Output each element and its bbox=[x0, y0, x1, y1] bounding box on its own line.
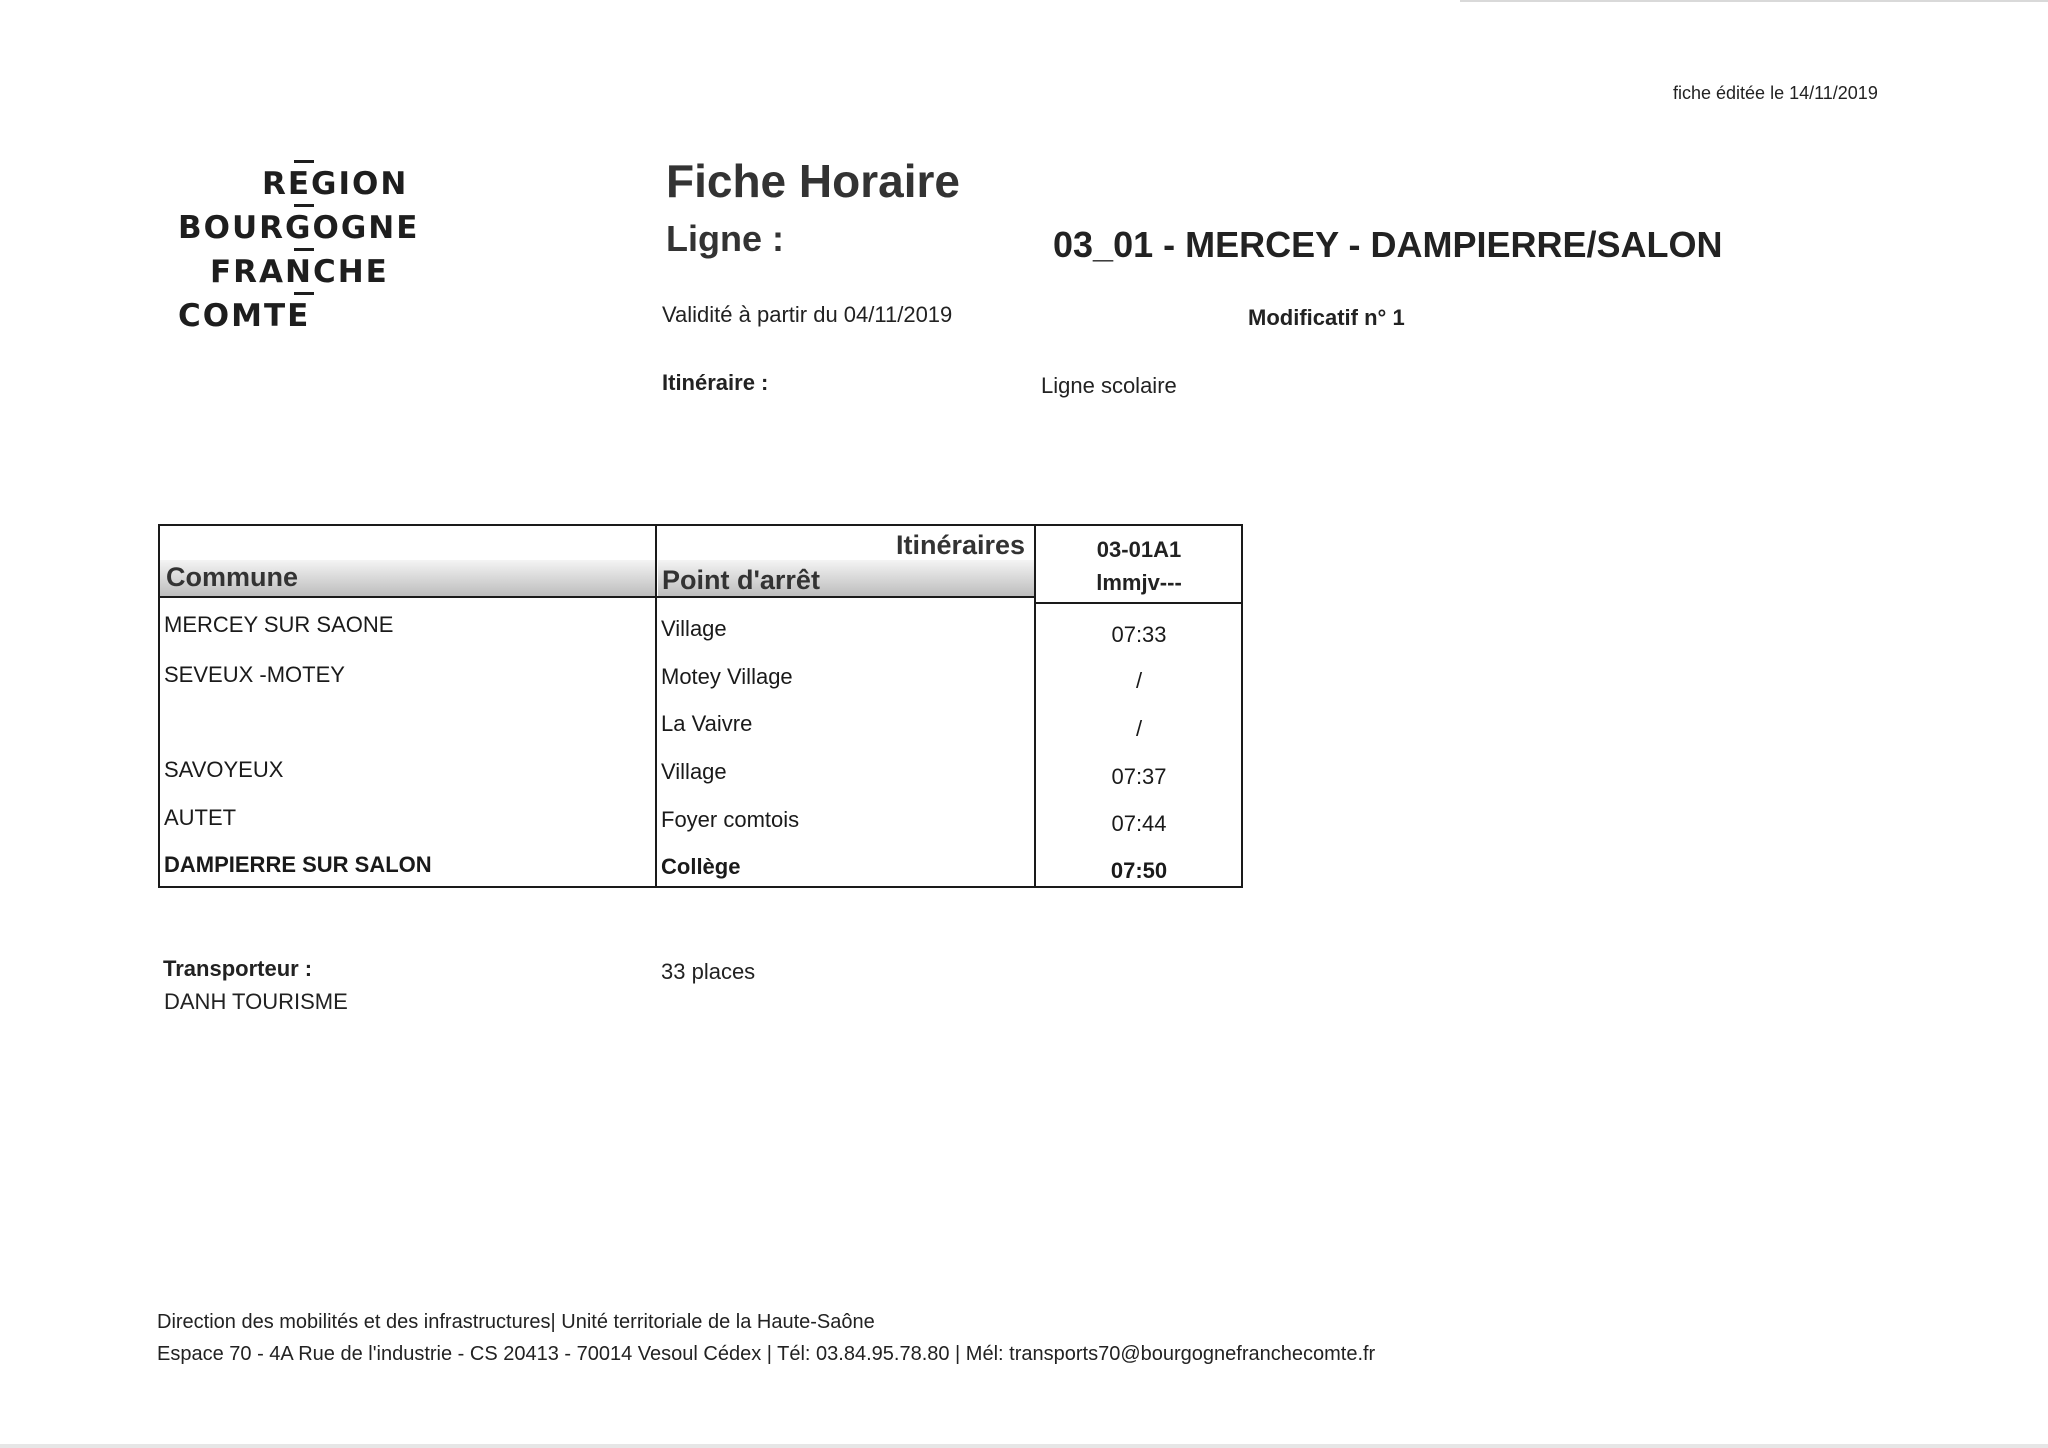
table-border-top bbox=[158, 524, 1243, 526]
row-time: 07:50 bbox=[1110, 858, 1168, 883]
header-itineraires: Itinéraires bbox=[896, 530, 1026, 560]
row-stop: Village bbox=[661, 616, 727, 641]
logo-line-region: REGION bbox=[262, 166, 409, 202]
transporteur-name: DANH TOURISME bbox=[164, 989, 348, 1014]
row-time: / bbox=[1135, 716, 1143, 741]
logo-accent-mark bbox=[294, 292, 314, 295]
row-stop: Collège bbox=[661, 854, 741, 879]
table-header-divider bbox=[1034, 602, 1243, 604]
header-itinerary-code: 03-01A1 bbox=[1096, 537, 1182, 562]
logo-line-franche: FRANCHE bbox=[210, 254, 389, 290]
row-commune: DAMPIERRE SUR SALON bbox=[164, 852, 432, 877]
modificatif-number: Modificatif n° 1 bbox=[1248, 305, 1405, 330]
row-stop: Foyer comtois bbox=[661, 807, 800, 832]
logo-accent-mark bbox=[294, 248, 314, 251]
row-stop: Motey Village bbox=[661, 664, 793, 689]
row-stop: La Vaivre bbox=[661, 711, 753, 736]
logo-accent-mark bbox=[294, 160, 314, 163]
itineraire-label: Itinéraire : bbox=[662, 370, 769, 395]
logo-accent-mark bbox=[294, 204, 314, 207]
row-commune: MERCEY SUR SAONE bbox=[164, 612, 394, 637]
table-column-divider bbox=[655, 524, 657, 888]
logo-line-bourgogne: BOURGOGNE bbox=[178, 210, 420, 246]
region-logo bbox=[172, 160, 442, 340]
page-title: Fiche Horaire bbox=[666, 155, 960, 207]
row-stop: Village bbox=[661, 759, 727, 784]
ligne-label: Ligne : bbox=[666, 218, 784, 259]
header-service-days: lmmjv--- bbox=[1096, 570, 1182, 595]
edited-date: fiche éditée le 14/11/2019 bbox=[1673, 83, 1878, 103]
row-commune: SEVEUX -MOTEY bbox=[164, 662, 345, 687]
ligne-value: 03_01 - MERCEY - DAMPIERRE/SALON bbox=[1053, 224, 1723, 265]
header-commune: Commune bbox=[166, 562, 299, 592]
scan-edge-top bbox=[1460, 0, 2048, 2]
footer-contact: Espace 70 - 4A Rue de l'industrie - CS 20413 - 70014 Vesoul Cédex | Tél: 03.84.95.78.80 | Mél: transports70@bourgognefranchecomte.fr bbox=[157, 1343, 1376, 1365]
seat-capacity: 33 places bbox=[661, 959, 756, 984]
row-time: 07:37 bbox=[1111, 764, 1167, 789]
transporteur-label: Transporteur : bbox=[163, 956, 313, 981]
table-border-bottom bbox=[158, 886, 1243, 888]
scan-edge-bottom bbox=[0, 1444, 2048, 1448]
row-time: 07:33 bbox=[1111, 622, 1167, 647]
row-time: / bbox=[1135, 668, 1143, 693]
row-commune: SAVOYEUX bbox=[164, 757, 284, 782]
header-point-arret: Point d'arrêt bbox=[662, 565, 820, 595]
row-commune: AUTET bbox=[164, 805, 237, 830]
table-header-divider bbox=[158, 596, 1036, 598]
table-border-left bbox=[158, 524, 160, 888]
validity-date: Validité à partir du 04/11/2019 bbox=[662, 302, 953, 327]
timetable bbox=[158, 524, 1243, 888]
itineraire-value: Ligne scolaire bbox=[1041, 373, 1177, 398]
row-time: 07:44 bbox=[1111, 811, 1167, 836]
footer-department: Direction des mobilités et des infrastructures| Unité territoriale de la Haute-Saône bbox=[157, 1311, 875, 1333]
logo-line-comte: COMTE bbox=[178, 298, 311, 334]
